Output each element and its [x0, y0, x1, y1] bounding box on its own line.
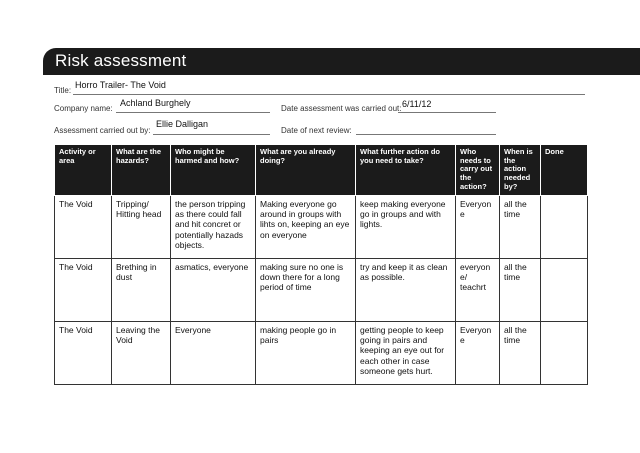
- table-cell: making sure no one is down there for a long period of time: [256, 259, 356, 322]
- date-carried-value: 6/11/12: [402, 99, 432, 109]
- column-header: Who needs to carry out the action?: [456, 145, 500, 196]
- table-row: [55, 322, 588, 385]
- next-review-underline: [356, 134, 496, 135]
- table-cell: [541, 196, 588, 259]
- company-value: Achland Burghely: [120, 98, 191, 108]
- table-cell: The Void: [55, 322, 112, 385]
- column-header: Done: [541, 145, 588, 196]
- company-underline: [116, 112, 270, 113]
- date-carried-label: Date assessment was carried out:: [281, 104, 402, 113]
- table-cell: Everyone: [171, 322, 256, 385]
- column-header: What further action do you need to take?: [356, 145, 456, 196]
- risk-assessment-table: [54, 144, 588, 385]
- column-header: Who might be harmed and how?: [171, 145, 256, 196]
- table-cell: The Void: [55, 259, 112, 322]
- table-cell: all the time: [500, 259, 541, 322]
- next-review-label: Date of next review:: [281, 126, 352, 135]
- table-cell: [541, 259, 588, 322]
- table-cell: keep making everyone go in groups and with lights.: [356, 196, 456, 259]
- table-header-row: [55, 145, 588, 196]
- company-label: Company name:: [54, 104, 113, 113]
- date-carried-underline: [398, 112, 496, 113]
- table-cell: The Void: [55, 196, 112, 259]
- table-cell: everyon e/ teachrt: [456, 259, 500, 322]
- title-value: Horro Trailer- The Void: [75, 80, 166, 90]
- table-cell: Everyon e: [456, 322, 500, 385]
- column-header: What are you already doing?: [256, 145, 356, 196]
- table-cell: Brething in dust: [112, 259, 171, 322]
- table-cell: [541, 322, 588, 385]
- carried-by-label: Assessment carried out by:: [54, 126, 151, 135]
- table-cell: try and keep it as clean as possible.: [356, 259, 456, 322]
- table-cell: all the time: [500, 322, 541, 385]
- table-cell: Leaving the Void: [112, 322, 171, 385]
- carried-by-value: Ellie Dalligan: [156, 119, 209, 129]
- table-cell: asmatics, everyone: [171, 259, 256, 322]
- table-row: [55, 196, 588, 259]
- column-header: Activity or area: [55, 145, 112, 196]
- table-cell: Tripping/ Hitting head: [112, 196, 171, 259]
- title-label: Title:: [54, 86, 72, 95]
- table-cell: making people go in pairs: [256, 322, 356, 385]
- column-header: What are the hazards?: [112, 145, 171, 196]
- column-header: When is the action needed by?: [500, 145, 541, 196]
- table-cell: getting people to keep going in pairs and keeping an eye out for each other in case someone gets hurt.: [356, 322, 456, 385]
- page-title: Risk assessment: [55, 51, 187, 70]
- table-cell: Making everyone go around in groups with lihts on, keeping an eye on everyone: [256, 196, 356, 259]
- table-cell: Everyon e: [456, 196, 500, 259]
- carried-by-underline: [153, 134, 270, 135]
- table-cell: all the time: [500, 196, 541, 259]
- table-cell: the person tripping as there could fall and hit concret or potentially hazads objects.: [171, 196, 256, 259]
- table-row: [55, 259, 588, 322]
- title-underline: [73, 94, 585, 95]
